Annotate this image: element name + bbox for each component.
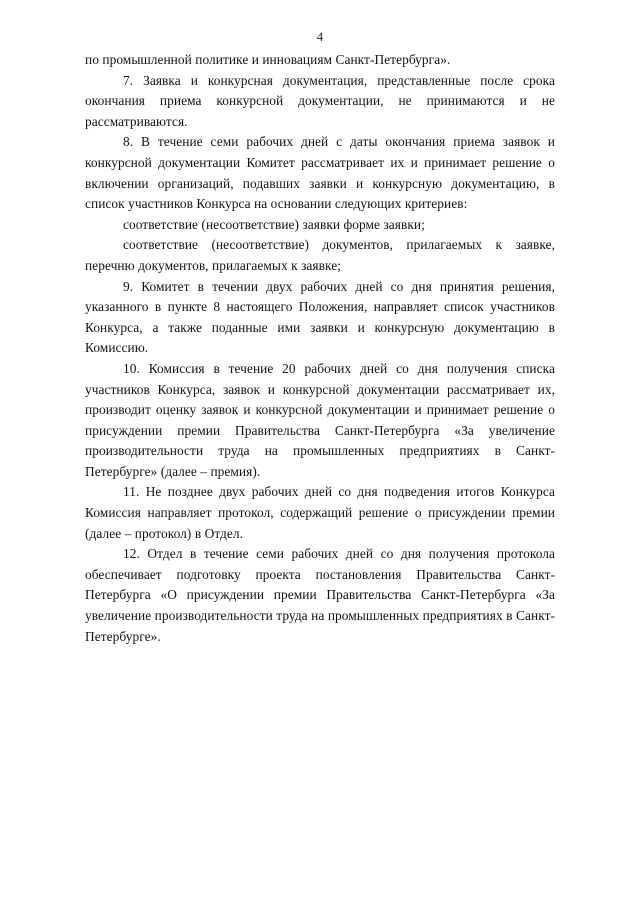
paragraph-item-10: 10. Комиссия в течение 20 рабочих дней со дня получения списка участников Конкурса, заявок и конкурсной документации рассматривает их, производит оценку заявок и конкурсной документации и принимает решение о присуждении премии Правительства Санкт-Петербурга «За увеличение производительности труда на промышленных предприятиях в Санкт-Петербурге» (далее – премия). bbox=[85, 360, 555, 479]
paragraph-criterion-1: соответствие (несоответствие) заявки форме заявки; bbox=[123, 216, 425, 232]
paragraph-criterion-2: соответствие (несоответствие) документов, прилагаемых к заявке, перечню документов, прилагаемых к заявке; bbox=[85, 237, 555, 273]
paragraph-item-11: 11. Не позднее двух рабочих дней со дня подведения итогов Конкурса Комиссия направляет протокол, содержащий решение о присуждении премии (далее – протокол) в Отдел. bbox=[85, 484, 555, 541]
document-text-body bbox=[85, 50, 555, 647]
paragraph-item-8: 8. В течение семи рабочих дней с даты окончания приема заявок и конкурсной документации Комитет рассматривает их и принимает решение о включении организаций, подавших заявки и конкурсную документацию, в список участников Конкурса на основании следующих критериев: bbox=[85, 134, 555, 212]
paragraph-item-9: 9. Комитет в течении двух рабочих дней со дня принятия решения, указанного в пункте 8 настоящего Положения, направляет список участников Конкурса, а также поданные ими заявки и конкурсную документацию в Комиссию. bbox=[85, 278, 555, 356]
paragraph-item-12: 12. Отдел в течение семи рабочих дней со дня получения протокола обеспечивает подготовку проекта постановления Правительства Санкт-Петербурга «О присуждении премии Правительства Санкт-Петербурга «За увеличение производительности труда на промышленных предприятиях в Санкт-Петербурге». bbox=[85, 546, 555, 644]
paragraph-item-7: 7. Заявка и конкурсная документация, представленные после срока окончания приема конкурсной документации, не принимаются и не рассматриваются. bbox=[85, 72, 555, 129]
page-number: 4 bbox=[316, 30, 324, 44]
paragraph-continuation: по промышленной политике и инновациям Санкт-Петербурга». bbox=[85, 52, 451, 67]
